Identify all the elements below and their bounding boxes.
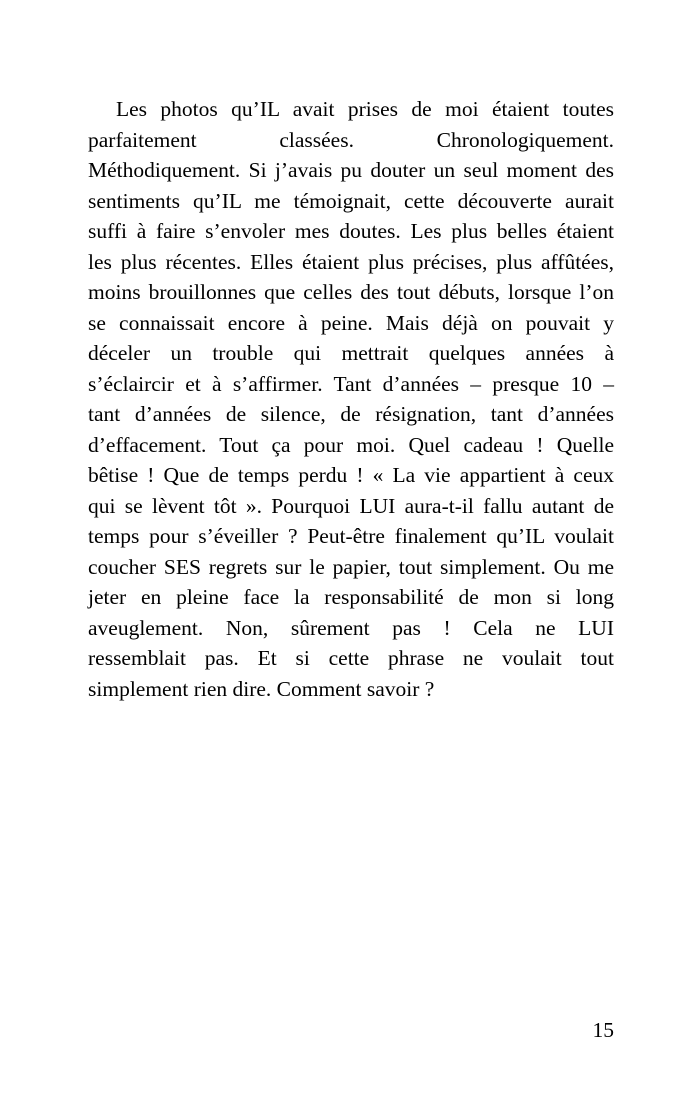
text-line-2: parfaitement classées. Chronologiquement. [88,127,614,152]
text-line-13: bêtise ! Que de temps perdu ! « La vie appartient à ceux [88,463,614,487]
text-line-19: ressemblait pas. Et si cette phrase ne voulait tout [88,646,614,670]
text-line-6: les plus récentes. Elles étaient plus précises, plus affûtées, [88,249,614,274]
text-line-11: tant d’années de silence, de résignation, tant d’années [88,402,614,426]
text-line-9: déceler un trouble qui mettrait quelques années à [88,341,614,365]
text-line-20: simplement rien dire. Comment savoir ? [88,676,435,701]
page-number: 15 [592,1018,614,1042]
text-line-18: aveuglement. Non, sûrement pas ! Cela ne LUI [88,615,614,640]
text-line-14: qui se lèvent tôt ». Pourquoi LUI aura-t-il fallu autant de [88,493,614,518]
body-paragraph [88,94,614,704]
text-line-17: jeter en pleine face la responsabilité de mon si long [88,585,614,609]
text-line-3: Méthodiquement. Si j’avais pu douter un seul moment des [88,158,614,182]
text-line-4: sentiments qu’IL me témoignait, cette découverte aurait [88,188,614,213]
text-line-5: suffi à faire s’envoler mes doutes. Les plus belles étaient [88,219,614,243]
text-line-12: d’effacement. Tout ça pour moi. Quel cadeau ! Quelle [88,432,614,457]
text-line-10: s’éclaircir et à s’affirmer. Tant d’années – presque 10 – [88,371,614,396]
text-line-7: moins brouillonnes que celles des tout débuts, lorsque l’on [88,280,614,304]
text-line-16: coucher SES regrets sur le papier, tout simplement. Ou me [88,554,614,579]
text-line-15: temps pour s’éveiller ? Peut-être finalement qu’IL voulait [88,524,614,548]
text-line-8: se connaissait encore à peine. Mais déjà on pouvait y [88,310,614,335]
text-line-1: Les photos qu’IL avait prises de moi étaient toutes [116,97,614,121]
